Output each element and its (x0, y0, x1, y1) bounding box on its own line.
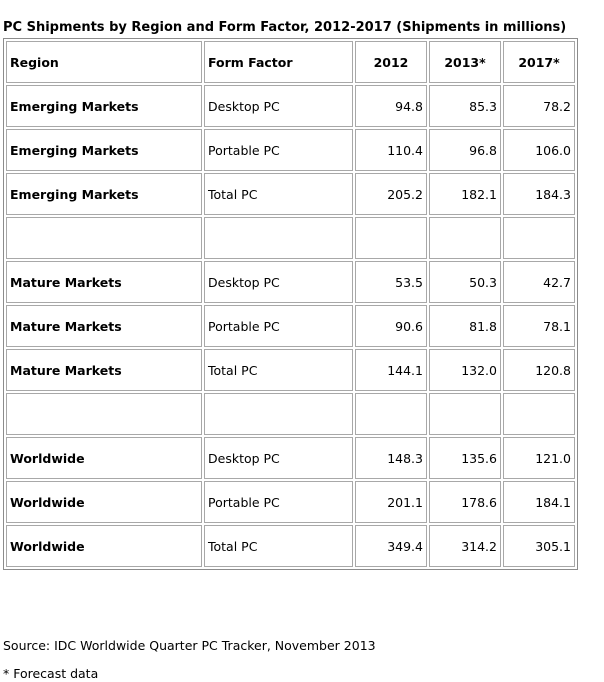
form-factor-cell: Total PC (204, 525, 353, 567)
region-cell: Emerging Markets (6, 85, 202, 127)
value-2017-cell: 78.2 (503, 85, 575, 127)
table-row-empty (6, 217, 575, 259)
value-2017-cell (503, 217, 575, 259)
region-cell (6, 217, 202, 259)
table-row (6, 85, 575, 127)
value-2017-cell: 121.0 (503, 437, 575, 479)
table-row-empty (6, 393, 575, 435)
table-title: PC Shipments by Region and Form Factor, 2012-2017 (Shipments in millions) (3, 20, 567, 35)
form-factor-cell: Portable PC (204, 129, 353, 171)
shipments-table (3, 38, 578, 570)
table-row (6, 349, 575, 391)
value-2013-cell (429, 393, 501, 435)
value-2017-cell: 120.8 (503, 349, 575, 391)
value-2013-cell: 182.1 (429, 173, 501, 215)
value-2012-cell: 94.8 (355, 85, 427, 127)
table-row (6, 525, 575, 567)
value-2017-cell: 184.3 (503, 173, 575, 215)
forecast-footnote: * Forecast data (3, 666, 99, 681)
table-row (6, 261, 575, 303)
form-factor-cell: Total PC (204, 349, 353, 391)
region-cell: Emerging Markets (6, 173, 202, 215)
value-2013-cell: 85.3 (429, 85, 501, 127)
source-note: Source: IDC Worldwide Quarter PC Tracker, November 2013 (3, 638, 376, 653)
form-factor-cell: Desktop PC (204, 437, 353, 479)
value-2012-cell: 148.3 (355, 437, 427, 479)
value-2017-cell: 42.7 (503, 261, 575, 303)
value-2013-cell: 314.2 (429, 525, 501, 567)
value-2017-cell: 305.1 (503, 525, 575, 567)
table-row (6, 129, 575, 171)
value-2012-cell: 144.1 (355, 349, 427, 391)
table-row (6, 305, 575, 347)
table-row (6, 437, 575, 479)
table-header-row (6, 41, 575, 83)
region-cell: Mature Markets (6, 261, 202, 303)
header-cell-2013: 2013* (429, 41, 501, 83)
value-2013-cell: 135.6 (429, 437, 501, 479)
value-2013-cell: 50.3 (429, 261, 501, 303)
value-2012-cell: 349.4 (355, 525, 427, 567)
header-cell-form-factor: Form Factor (204, 41, 353, 83)
region-cell: Worldwide (6, 525, 202, 567)
region-cell: Emerging Markets (6, 129, 202, 171)
form-factor-cell: Desktop PC (204, 85, 353, 127)
value-2017-cell: 106.0 (503, 129, 575, 171)
value-2017-cell (503, 393, 575, 435)
value-2012-cell: 201.1 (355, 481, 427, 523)
region-cell: Mature Markets (6, 305, 202, 347)
table-row (6, 173, 575, 215)
value-2012-cell: 90.6 (355, 305, 427, 347)
value-2013-cell: 132.0 (429, 349, 501, 391)
value-2013-cell: 81.8 (429, 305, 501, 347)
form-factor-cell (204, 217, 353, 259)
form-factor-cell: Desktop PC (204, 261, 353, 303)
value-2013-cell (429, 217, 501, 259)
header-cell-2017: 2017* (503, 41, 575, 83)
table-row (6, 481, 575, 523)
region-cell: Worldwide (6, 437, 202, 479)
form-factor-cell: Portable PC (204, 481, 353, 523)
value-2012-cell: 110.4 (355, 129, 427, 171)
form-factor-cell: Total PC (204, 173, 353, 215)
form-factor-cell (204, 393, 353, 435)
value-2012-cell: 205.2 (355, 173, 427, 215)
header-cell-2012: 2012 (355, 41, 427, 83)
value-2017-cell: 78.1 (503, 305, 575, 347)
value-2017-cell: 184.1 (503, 481, 575, 523)
form-factor-cell: Portable PC (204, 305, 353, 347)
value-2013-cell: 178.6 (429, 481, 501, 523)
value-2012-cell (355, 393, 427, 435)
region-cell: Mature Markets (6, 349, 202, 391)
value-2013-cell: 96.8 (429, 129, 501, 171)
region-cell (6, 393, 202, 435)
value-2012-cell (355, 217, 427, 259)
region-cell: Worldwide (6, 481, 202, 523)
header-cell-region: Region (6, 41, 202, 83)
value-2012-cell: 53.5 (355, 261, 427, 303)
